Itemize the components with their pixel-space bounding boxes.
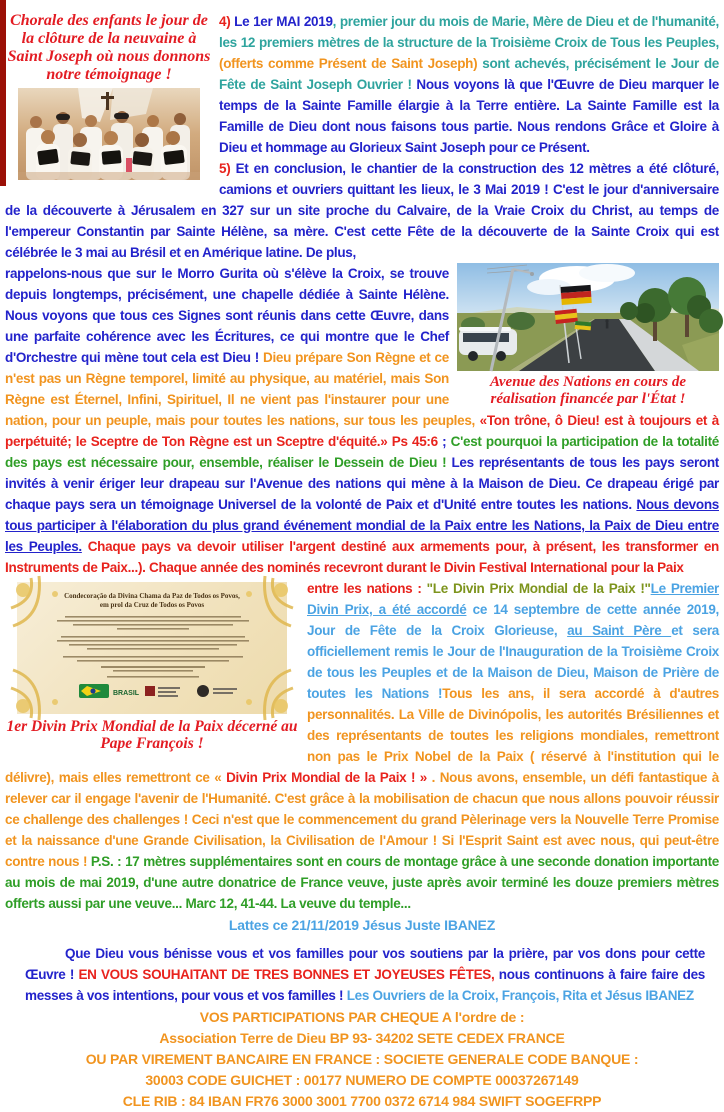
certificate-image [17, 582, 287, 714]
text-segment: Nous devons tous participer à l'élaboration du plus grand événement mondial de la Paix entre les Nations, la Paix de Dieu entre les Peuples. [5, 497, 719, 554]
text-segment: Les Ouvriers de la Croix, François, Rita et Jésus IBANEZ [346, 988, 694, 1003]
link-text[interactable]: Le Premier Divin Prix, a été accordé [307, 581, 720, 617]
text-segment: «Ton trône, ô Dieu! est à toujours et à perpétuité; le Sceptre de Ton Règne est un Sceptre d'équité.» Ps 45:6 [5, 413, 720, 449]
text-segment: Que Dieu vous bénisse vous et vos familles pour vos soutiens par la prière, par vos dons pour cette Œuvre ! [25, 946, 705, 982]
avenue-figure [457, 263, 719, 408]
text-segment: rappelons-nous que sur le Morro Gurita où s'élève la Croix, se trouve depuis longtemps, précisément, une chapelle dédiée à Sainte Hélène. Nous voyons que tous ces Signes sont réunis dans cette Œuvre, dans une parfaite cohérence avec les Écritures, ce qui montre que le Chef d'Orchestre qui mène tout cela est Dieu ! [5, 266, 449, 365]
text-segment: P.S. : 17 mètres supplémentaires sont en cours de montage grâce à une seconde donation importante au mois de mai 2019, d'une autre donatrice de France veuve, juste après avoir terminé les douze premiers mètres offerts aussi par une veuve... Marc 12, 41-44. La veuve du temple... [5, 854, 720, 911]
text-segment: . [427, 770, 440, 785]
text-segment: (offerts comme Présent de Saint Joseph) [219, 56, 478, 71]
section-middle [5, 263, 719, 578]
certificate-caption: 1er Divin Prix Mondial de la Paix décerné au Pape François ! [6, 718, 298, 753]
certificate-figure [5, 578, 299, 753]
footer-association-address: Association Terre de Dieu BP 93- 34202 SETE CEDEX FRANCE [159, 1030, 565, 1046]
certificate-title-line2: em prol da Cruz de Todos os Povos [99, 600, 205, 609]
certificate-title-line1: Condecoração da Divina Chama da Paz de Todos os Povos, [64, 592, 240, 600]
text-segment: , premier jour du mois de Marie, Mère de Dieu et de l'humanité, les 12 premiers mètres de la structure de la Troisième Croix de Tous les Peuples, [219, 14, 720, 50]
text-segment: Tous les ans, il sera accordé à d'autres personnalités. La Ville de Divinópolis, les autorités Brésiliennes et des représentants de toutes les religions mondiales, remettront non pas le Prix Nobel de la Paix ( réservé à l'institution qui le délivre), mais elles remettront ce « [5, 686, 719, 785]
footer-iban-line: CLE RIB : 84 IBAN FR76 3000 3001 7700 0372 6714 984 SWIFT SOGEFRPP [122, 1093, 602, 1109]
text-segment: "Le Divin Prix Mondial de la Paix !" [426, 581, 651, 596]
text-segment: Dieu prépare Son Règne et ce n'est pas un Règne temporel, limité au physique, au matériel, mais Son Règne est Éternel, Infini, Spirituel, Il ne vient pas l'instaurer pour une nation, pour un peuple, mais pour toutes les nations, sur tous les peuples, [5, 350, 480, 428]
brasil-logo-label: BRASIL [113, 690, 140, 697]
text-segment: et sera officiellement remis le Jour de l'Inauguration de la Troisième Croix de tous les Peuples et de la Maison de Dieu, Maison de Prière de toutes les Nations ! [307, 623, 719, 701]
text-segment: EN VOUS SOUHAITANT DE TRES BONNES ET JOYEUSES FÊTES, [78, 967, 495, 982]
footer-participations-line: VOS PARTICIPATIONS PAR CHEQUE A l'ordre de : [199, 1009, 525, 1025]
text-segment: Nous avons, ensemble, un défi fantastique à relever car il engage l'avenir de l'Humanité. C'est grâce à la mobilisation de chacun que nous allons pouvoir réussir ce challenge des challenges ! Ceci n'est que le commencement du grand Pèlerinage vers la Nouvelle Terre Promise et la naissance d'une Grande Civilisation, la Civilisation de l'Amour ! Si l'Esprit Saint est avec nous, qui peut-être contre nous ! [5, 770, 719, 869]
text-segment: Les représentants de tous les pays seront invités à venir ériger leur drapeau sur l'Avenue des nations qui mène à la Maison de Dieu. Ce drapeau érigé par chaque pays sera un témoignage Universel de la volonté de Paix et d'Unité entre toutes les nations. [5, 455, 719, 512]
avenue-photo [457, 263, 719, 371]
text-segment: Nous voyons là que l'Œuvre de Dieu marquer le temps de la Sainte Famille élargie à la Terre entière. La Sainte Famille est la Famille de Dieu dont nous faisons tous partie. Nous rendons Grâce et Gloire à Dieu et hommage au Glorieux Saint Joseph pour ce Présent. [219, 77, 719, 155]
link-text[interactable]: au Saint Père [567, 623, 672, 638]
choir-photo [18, 88, 200, 180]
section-top [5, 11, 719, 263]
footer-account-line: 30003 CODE GUICHET : 00177 NUMERO DE COMPTE 00037267149 [145, 1072, 579, 1088]
section-bottom [5, 578, 719, 914]
text-segment: 5) [219, 161, 236, 176]
signature-line: Lattes ce 21/11/2019 Jésus Juste IBANEZ [228, 917, 496, 933]
choir-figure [5, 11, 213, 180]
text-segment: Et en conclusion, le chantier de la construction des 12 mètres a été clôturé, camions et ouvriers quittant les lieux, le 3 Mai 2019 ! C'est le jour d'anniversaire de la découverte à Jérusalem en 327 sur un site proche du Calvaire, de la Vraie Croix du Christ, au temps de l'empereur Constantin par Sainte Hélène, sa mère. C'est cette Fête de la découverte de la Sainte Croix qui est célébrée le 3 mai au Brésil et en Amérique latine. De plus, [5, 161, 719, 260]
certificate-title [17, 582, 287, 610]
text-segment: Le 1er MAI 2019 [234, 14, 333, 29]
text-segment: nous continuons à faire faire des messes à vos intentions, pour vous et vos familles ! [25, 967, 705, 1003]
text-segment: C'est pourquoi la participation de la totalité des pays est nécessaire pour, ensemble, réaliser le Dessein de Dieu ! [5, 434, 719, 470]
footer-bank-line: OU PAR VIREMENT BANCAIRE EN FRANCE : SOCIETE GENERALE CODE BANQUE : [85, 1051, 639, 1067]
text-segment: Divin Prix Mondial de la Paix ! » [226, 770, 428, 785]
text-segment: ce 14 septembre de cette année 2019, Jour de Fête de la Croix Glorieuse, [307, 602, 719, 638]
left-margin-stripe [0, 0, 6, 186]
text-segment: sont achevés, précisément le Jour de Fête de Saint Joseph Ouvrier ! [219, 56, 719, 92]
text-segment: entre les nations : [307, 581, 427, 596]
avenue-caption: Avenue des Nations en cours de réalisation financée par l'État ! [490, 374, 686, 407]
text-segment: ; [437, 434, 451, 449]
choir-caption: Chorale des enfants le jour de la clôture de la neuvaine à Saint Joseph où nous donnons notre témoignage ! [7, 12, 211, 83]
closing-paragraph [25, 943, 705, 1006]
text-segment: 4) [219, 14, 235, 29]
text-segment: Chaque pays va devoir utiliser l'argent destiné aux armements pour, à présent, les transformer en Instruments de Paix...). Chaque année des nominés recevront durant le Divin Festival International pour la Paix [5, 539, 719, 575]
footer-block [5, 1007, 719, 1112]
